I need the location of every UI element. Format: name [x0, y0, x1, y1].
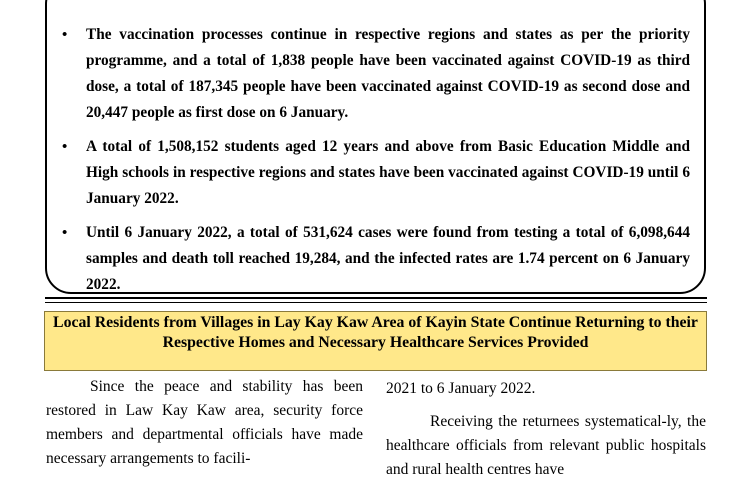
article-headline: Local Residents from Villages in Lay Kay Kaw Area of Kayin State Continue Returning to their Respective Homes and Necessary Healthcare Services Provided	[44, 311, 707, 371]
right-continuation: 2021 to 6 January 2022.	[386, 380, 536, 397]
section-divider-bottom	[45, 302, 707, 303]
article-right-column	[386, 377, 706, 482]
left-paragraph: Since the peace and stability has been restored in Law Kay Kaw area, security force members and departmental officials have made necessary arrangements to facili-	[46, 378, 363, 467]
bullet-cases-deaths: • Until 6 January 2022, a total of 531,624 cases were found from testing a total of 6,098,644 samples and death toll reached 19,284, and the infected rates are 1.74 percent on 6 January 2022.	[62, 220, 690, 298]
bullet-list	[62, 22, 690, 306]
bullet-vaccination-doses: • The vaccination processes continue in respective regions and states as per the priority programme, and a total of 1,838 people have been vaccinated against COVID-19 as third dose, a total of 187,345 people have been vaccinated against COVID-19 as second dose and 20,447 people as first dose on 6 January.	[62, 22, 690, 126]
article-left-column	[46, 375, 363, 471]
bullet-students-vaccinated: • A total of 1,508,152 students aged 12 years and above from Basic Education Middle and High schools in respective regions and states have been vaccinated against COVID-19 until 6 January 2022.	[62, 134, 690, 212]
section-divider-top	[45, 297, 707, 299]
right-paragraph: Receiving the returnees systematical-ly, the healthcare officials from relevant public hospitals and rural health centres have	[386, 413, 706, 478]
